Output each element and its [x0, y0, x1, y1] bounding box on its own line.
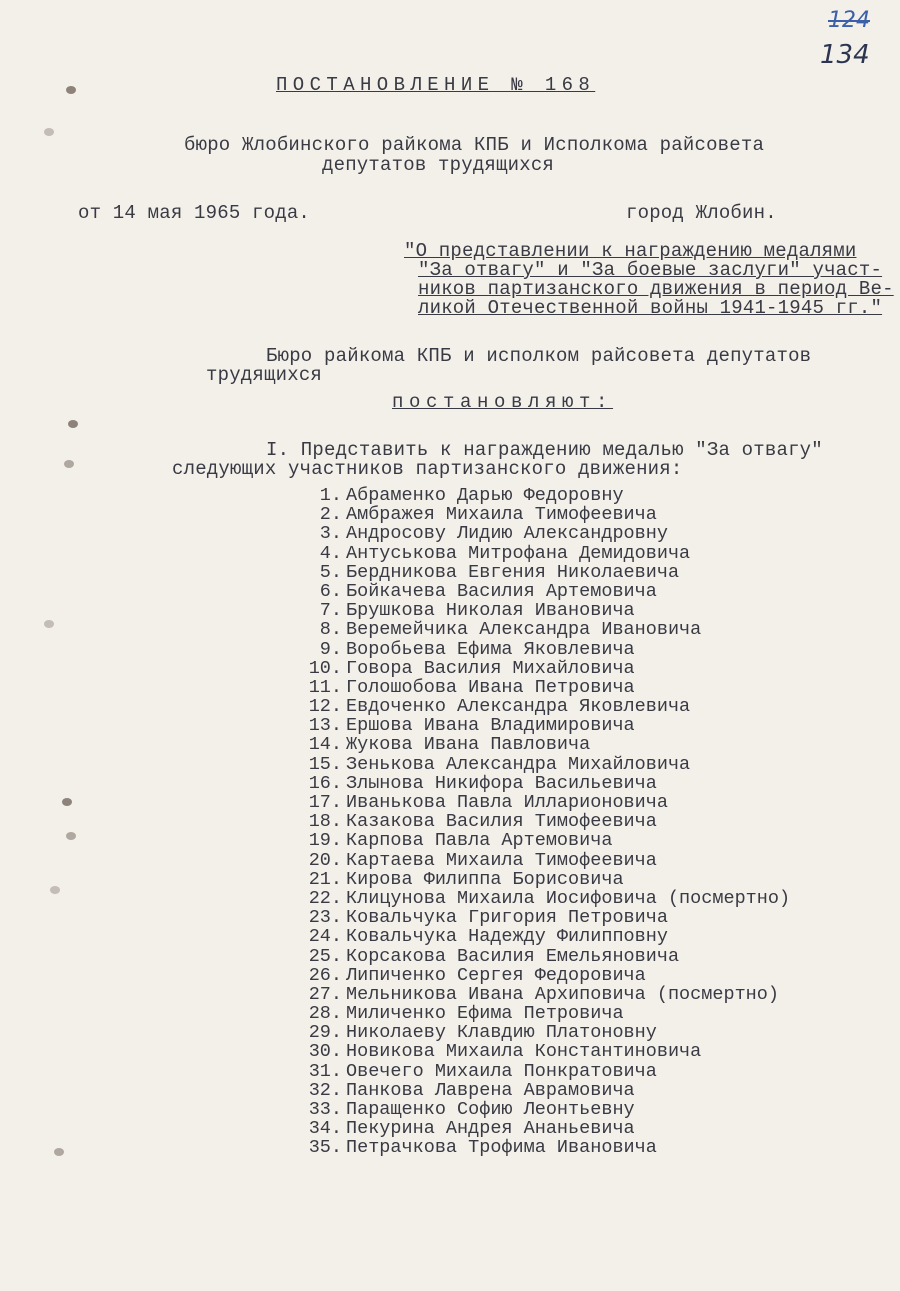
decree-heading: постановляют: — [392, 391, 614, 413]
list-item-number: 24. — [308, 926, 342, 948]
list-item — [296, 755, 790, 774]
list-item-number: 31. — [308, 1060, 342, 1082]
binder-hole — [50, 886, 60, 894]
list-item-number: 21. — [308, 868, 342, 890]
list-item-number: 19. — [308, 830, 342, 852]
list-item — [296, 582, 790, 601]
list-item-number: 15. — [308, 753, 342, 775]
list-item-name: Николаеву Клавдию Платоновну — [346, 1022, 657, 1044]
preamble-line-2: трудящихся — [206, 364, 323, 386]
archive-page-number-crossed: 124 — [828, 8, 870, 33]
list-item — [296, 697, 790, 716]
list-item — [296, 716, 790, 735]
list-item-name: Ковальчука Григория Петровича — [346, 907, 668, 929]
list-item-number: 8. — [319, 619, 342, 641]
binder-hole — [68, 420, 78, 428]
list-item-number: 9. — [319, 638, 342, 660]
list-item-number: 3. — [319, 523, 342, 545]
binder-hole — [66, 86, 76, 94]
preamble-line-1: Бюро райкома КПБ и исполком райсовета депутатов — [266, 345, 812, 367]
list-item-number: 16. — [308, 772, 342, 794]
issuer-line-1: бюро Жлобинского райкома КПБ и Исполкома райсовета — [184, 134, 765, 156]
list-item — [296, 544, 790, 563]
list-item-number: 32. — [308, 1079, 342, 1101]
list-item-number: 25. — [308, 945, 342, 967]
list-item — [296, 1138, 790, 1157]
list-item-name: Липиченко Сергея Федоровича — [346, 964, 646, 986]
list-item — [296, 966, 790, 985]
list-item-name: Картаева Михаила Тимофеевича — [346, 849, 657, 871]
list-item — [296, 620, 790, 639]
list-item — [296, 1062, 790, 1081]
list-item-number: 1. — [319, 485, 342, 506]
list-item-name: Бердникова Евгения Николаевича — [346, 561, 680, 583]
list-item — [296, 601, 790, 620]
list-item-name: Злынова Никифора Васильевича — [346, 772, 657, 794]
list-item-name: Веремейчика Александра Ивановича — [346, 619, 702, 641]
list-item — [296, 851, 790, 870]
list-item-name: Миличенко Ефима Петровича — [346, 1003, 624, 1025]
list-item-number: 22. — [308, 887, 342, 909]
list-item-number: 17. — [308, 792, 342, 813]
list-item-name: Абраменко Дарью Федоровну — [346, 485, 624, 506]
list-item-name: Зенькова Александра Михайловича — [346, 753, 691, 775]
subject-line-3: ников партизанского движения в период Ве- — [418, 278, 894, 300]
document-city: город Жлобин. — [626, 202, 777, 224]
list-item-name: Ковальчука Надежду Филипповну — [346, 926, 668, 948]
list-item-name: Иванькова Павла Илларионовича — [346, 792, 668, 813]
list-item-name: Ершова Ивана Владимировича — [346, 715, 635, 737]
list-item-number: 6. — [319, 580, 342, 602]
list-item-name: Корсакова Василия Емельяновича — [346, 945, 680, 967]
list-item-name: Жукова Ивана Павловича — [346, 734, 591, 756]
list-item-number: 12. — [308, 696, 342, 718]
list-item — [296, 927, 790, 946]
list-item — [296, 812, 790, 831]
binder-hole — [54, 1148, 64, 1156]
list-item — [296, 947, 790, 966]
list-item-number: 4. — [319, 542, 342, 564]
binder-hole — [62, 798, 72, 806]
list-item — [296, 774, 790, 793]
list-item-name: Новикова Михаила Константиновича — [346, 1041, 702, 1063]
subject-line-1: "О представлении к награждению медалями — [404, 240, 857, 262]
list-item-number: 14. — [308, 734, 342, 756]
item-1-line-2: следующих участников партизанского движения: — [172, 458, 683, 480]
subject-line-4: ликой Отечественной войны 1941-1945 гг." — [418, 297, 883, 319]
list-item-name: Андросову Лидию Александровну — [346, 523, 668, 545]
list-item — [296, 678, 790, 697]
list-item-name: Клицунова Михаила Иосифовича (посмертно) — [346, 887, 791, 909]
list-item — [296, 1119, 790, 1138]
list-item-number: 2. — [319, 504, 342, 526]
list-item — [296, 985, 790, 1004]
list-item — [296, 908, 790, 927]
list-item-name: Бойкачева Василия Артемовича — [346, 580, 657, 602]
list-item-number: 20. — [308, 849, 342, 871]
list-item-number: 23. — [308, 907, 342, 929]
list-item-name: Мельникова Ивана Архиповича (посмертно) — [346, 983, 779, 1005]
list-item — [296, 735, 790, 754]
list-item-name: Брушкова Николая Ивановича — [346, 600, 635, 622]
list-item-number: 13. — [308, 715, 342, 737]
document-title: ПОСТАНОВЛЕНИЕ № 168 — [276, 74, 596, 96]
list-item-number: 11. — [308, 676, 342, 698]
list-item-number: 5. — [319, 561, 342, 583]
list-item-name: Евдоченко Александра Яковлевича — [346, 696, 691, 718]
list-item-name: Пекурина Андрея Ананьевича — [346, 1118, 635, 1140]
list-item-name: Паращенко Софию Леонтьевну — [346, 1099, 635, 1120]
list-item-name: Антуськова Митрофана Демидовича — [346, 542, 691, 564]
list-item-number: 30. — [308, 1041, 342, 1063]
item-1-line-1: I. Представить к награждению медалью "За отвагу" — [266, 439, 823, 461]
nominee-list — [296, 486, 790, 1158]
list-item-number: 18. — [308, 811, 342, 833]
list-item — [296, 1023, 790, 1042]
list-item-name: Петрачкова Трофима Ивановича — [346, 1137, 657, 1159]
list-item-name: Амбражея Михаила Тимофеевича — [346, 504, 657, 526]
list-item-name: Воробьева Ефима Яковлевича — [346, 638, 635, 660]
list-item — [296, 505, 790, 524]
binder-hole — [64, 460, 74, 468]
list-item-name: Голошобова Ивана Петровича — [346, 676, 635, 698]
list-item-number: 29. — [308, 1022, 342, 1044]
list-item — [296, 1081, 790, 1100]
list-item — [296, 793, 790, 812]
list-item — [296, 563, 790, 582]
list-item — [296, 1042, 790, 1061]
list-item-name: Казакова Василия Тимофеевича — [346, 811, 657, 833]
list-item — [296, 1004, 790, 1023]
list-item — [296, 1100, 790, 1119]
archive-page-number: 134 — [820, 40, 870, 70]
list-item-name: Говора Василия Михайловича — [346, 657, 635, 679]
list-item — [296, 870, 790, 889]
issuer-line-2: депутатов трудящихся — [322, 154, 555, 176]
list-item-name: Карпова Павла Артемовича — [346, 830, 613, 852]
list-item-name: Овечего Михаила Понкратовича — [346, 1060, 657, 1082]
list-item-number: 10. — [308, 657, 342, 679]
list-item-number: 27. — [308, 983, 342, 1005]
list-item — [296, 889, 790, 908]
list-item-number: 26. — [308, 964, 342, 986]
list-item-number: 35. — [308, 1137, 342, 1159]
list-item-number: 34. — [308, 1118, 342, 1140]
list-item-number: 33. — [308, 1099, 342, 1120]
list-item — [296, 486, 790, 505]
list-item — [296, 831, 790, 850]
binder-hole — [66, 832, 76, 840]
list-item-number: 28. — [308, 1003, 342, 1025]
list-item — [296, 524, 790, 543]
list-item — [296, 640, 790, 659]
list-item-number: 7. — [319, 600, 342, 622]
list-item-name: Панкова Лаврена Аврамовича — [346, 1079, 635, 1101]
document-date: от 14 мая 1965 года. — [78, 202, 311, 224]
list-item — [296, 659, 790, 678]
binder-hole — [44, 128, 54, 136]
list-item-name: Кирова Филиппа Борисовича — [346, 868, 624, 890]
subject-line-2: "За отвагу" и "За боевые заслуги" участ- — [418, 259, 883, 281]
binder-hole — [44, 620, 54, 628]
